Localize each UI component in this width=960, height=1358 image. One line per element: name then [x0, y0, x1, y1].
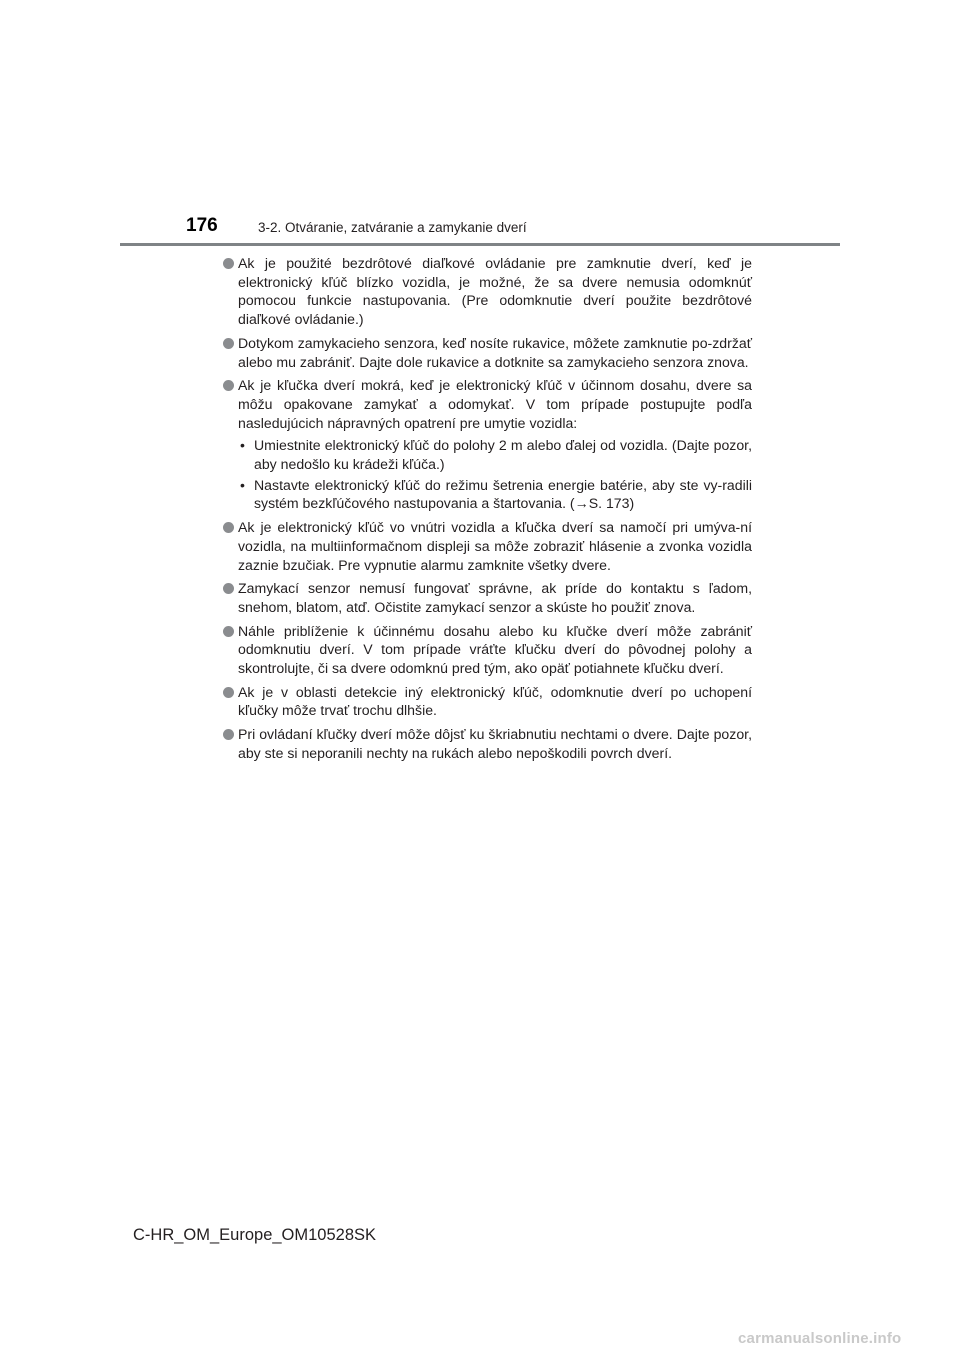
dot-bullet-icon: •	[240, 437, 245, 454]
note-item	[222, 254, 752, 329]
note-item	[222, 683, 752, 720]
notes-list	[222, 254, 752, 768]
circle-bullet-icon	[223, 522, 234, 533]
sub-item-text: Umiestnite elektronický kľúč do polohy 2 m alebo ďalej od vozidla. (Dajte pozor, aby nedošlo ku krádeži kľúča.)	[254, 437, 752, 473]
section-title: 3-2. Otváranie, zatváranie a zamykanie dverí	[258, 220, 527, 235]
note-text: Ak je elektronický kľúč vo vnútri vozidla a kľučka dverí sa namočí pri umýva-ní vozidla, na multiinformačnom displeji sa môže zobraziť hlásenie a zvonka vozidla zaznie bzučiak. Pre vypnutie alarmu zamknite všetky dvere.	[238, 519, 752, 573]
circle-bullet-icon	[223, 687, 234, 698]
note-text: Dotykom zamykacieho senzora, keď nosíte rukavice, môžete zamknutie po-zdržať alebo mu zabrániť. Dajte dole rukavice a dotknite sa zamykacieho senzora znova.	[238, 334, 752, 370]
note-text: Pri ovládaní kľučky dverí môže dôjsť ku škriabnutiu nechtami o dvere. Dajte pozor, aby ste si neporanili nechty na rukách alebo nepoškodili povrch dverí.	[238, 726, 752, 761]
note-item	[222, 725, 752, 762]
sub-list	[238, 436, 752, 513]
circle-bullet-icon	[223, 258, 234, 269]
header-divider	[120, 243, 840, 246]
circle-bullet-icon	[223, 626, 234, 637]
note-item	[222, 376, 752, 513]
sub-list-item	[238, 436, 752, 473]
sub-list-item	[238, 476, 752, 513]
note-item	[222, 334, 752, 371]
circle-bullet-icon	[223, 338, 234, 349]
page-number: 176	[186, 215, 218, 236]
circle-bullet-icon	[223, 583, 234, 594]
note-text: Zamykací senzor nemusí fungovať správne, ak príde do kontaktu s ľadom, snehom, blatom, atď. Očistite zamykací senzor a skúste ho použiť znova.	[238, 580, 752, 615]
note-text: Ak je kľučka dverí mokrá, keď je elektronický kľúč v účinnom dosahu, dvere sa môžu opakovane zamykať a odomykať. V tom prípade postupujte podľa nasledujúcich nápravných opatrení pre umytie vozidla:	[238, 377, 752, 431]
note-text: Náhle priblíženie k účinnému dosahu alebo ku kľučke dverí môže zabrániť odomknutiu dverí. V tom prípade vráťte kľučku dverí do pôvodnej polohy a skontrolujte, či sa dvere odomknú pred tým, ako opäť potiahnete kľučku dverí.	[238, 622, 752, 677]
footer-doc-code: C-HR_OM_Europe_OM10528SK	[133, 1226, 377, 1244]
sub-item-text: Nastavte elektronický kľúč do režimu šetrenia energie batérie, aby ste vy-radili systém bezkľúčového nastupovania a štartovania. (→S. 173)	[254, 476, 752, 512]
note-item	[222, 579, 752, 616]
note-text: Ak je v oblasti detekcie iný elektronický kľúč, odomknutie dverí po uchopení kľučky môže trvať trochu dlhšie.	[238, 683, 752, 719]
note-text: Ak je použité bezdrôtové diaľkové ovládanie pre zamknutie dverí, keď je elektronický kľúč blízko vozidla, je možné, že sa dvere nemusia odomknúť pomocou funkcie nastupovania. (Pre odomknutie dverí použite bezdrôtové diaľkové ovládanie.)	[238, 255, 752, 328]
circle-bullet-icon	[223, 729, 234, 740]
note-item	[222, 518, 752, 574]
dot-bullet-icon: •	[240, 476, 245, 493]
watermark[interactable]: carmanualsonline.info	[738, 1330, 902, 1347]
note-item	[222, 622, 752, 678]
circle-bullet-icon	[223, 380, 234, 391]
